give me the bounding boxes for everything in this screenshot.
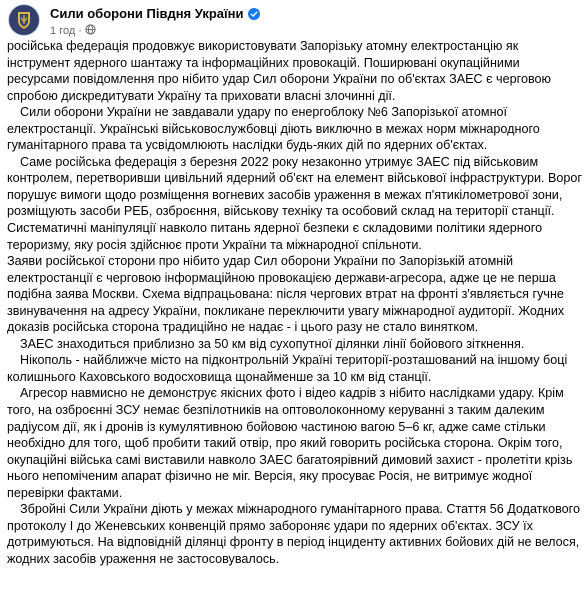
globe-icon[interactable] (85, 24, 96, 38)
coat-of-arms-icon (13, 9, 35, 31)
post-paragraph: ЗАЕС знаходиться приблизно за 50 км від сухопутної ділянки лінії бойового зіткнення. (20, 336, 525, 351)
post-paragraph: Саме російська федерація з березня 2022 року незаконно утримує ЗАЕС під військовим контролем, перетворивши цивільний ядерний об'єкт на елемент військової інфраструктури. Ворог порушує вимоги щодо розміщення вогневих засобів ураження в межах п'ятикілометрової зони, розміщують засоби РЕБ, озброєння, військову техніку та особовий склад на території станції. (7, 154, 583, 219)
post-paragraph: Сили оборони України не завдавали удару по енергоблоку №6 Запорізької атомної електростанції. Українські військовослужбовці діють виключно в межах норм міжнародного гуманітарного права та усвідомлюють наслідки будь-яких дій по ядерних об'єктах. (7, 105, 540, 153)
meta-separator: · (78, 25, 82, 37)
post-paragraph: російська федерація продовжує використовувати Запорізьку атомну електростанцію як інструмент ядерного шантажу та інформаційних провокацій. Поширювані окупаційними ресурсами повідомлення про нібито удар Сил оборони України по об'єктах ЗАЕС є черговою спробою дискредитувати Україну та приховати власні злочинні дії. (7, 39, 551, 103)
post-meta (50, 24, 96, 38)
post-paragraph: Збройні Сили України діють у межах міжнародного гуманітарного права. Стаття 56 Додаткового протоколу І до Женевських конвенцій прямо забороняє удари по ядерних об'єктах. ЗСУ їх дотримуються. На відповідній ділянці фронту в період інциденту активних бойових дій не велося, жодних засобів ураження не застосовувалось. (7, 502, 580, 566)
page-name-text[interactable]: Сили оборони Півдня України (50, 6, 244, 21)
post-paragraph: Заяви російської сторони про нібито удар Сил оборони України по Запорізькій атомній електростанції є черговою інформаційною провокацією держави-агресора, адже це не перша подібна заява Москви. Схема відпрацьована: після чергових втрат на фронті з'являється гучне звинувачення на адресу України, покликане переключити увагу міжнародної аудиторії. Жодних доказів російська сторона традиційно не надає - і цього разу не стало винятком. (7, 254, 565, 335)
post-paragraph: Нікополь - найближче місто на підконтрольній Україні території-розташований на іншому боці колишнього Каховського водосховища щонайменше за 10 км від станції. (7, 353, 568, 384)
verified-badge-icon (248, 8, 260, 23)
page-name[interactable] (50, 6, 260, 23)
post-text (7, 38, 583, 568)
page-avatar[interactable] (8, 4, 40, 36)
post-paragraph: Систематичні маніпуляції навколо питань ядерної безпеки є складовими політики ядерного тероризму, яку росія здійснює проти України та міжнародної спільноти. (7, 221, 543, 252)
post-timestamp[interactable]: 1 год (50, 25, 76, 37)
post-paragraph: Агресор навмисно не демонструє якісних фото і відео кадрів з нібито наслідками удару. Крім того, на озброєнні ЗСУ немає безпілотників на оптоволоконному керуванні з таким далеким радіусом дії, як і дронів із кумулятивною бойовою частиною вагою 5–6 кг, адже саме стільки необхідно для того, щоб пробити такий отвір, про який говорить російська сторона. Окрім того, окупаційні війська самі виставили навколо ЗАЕС багатоярівний димовий захист - пролетіти крізь нього непоміченим апарат фізично не міг. Версія, яку просуває Росія, не витримує жодної перевірки фактами. (7, 386, 573, 500)
